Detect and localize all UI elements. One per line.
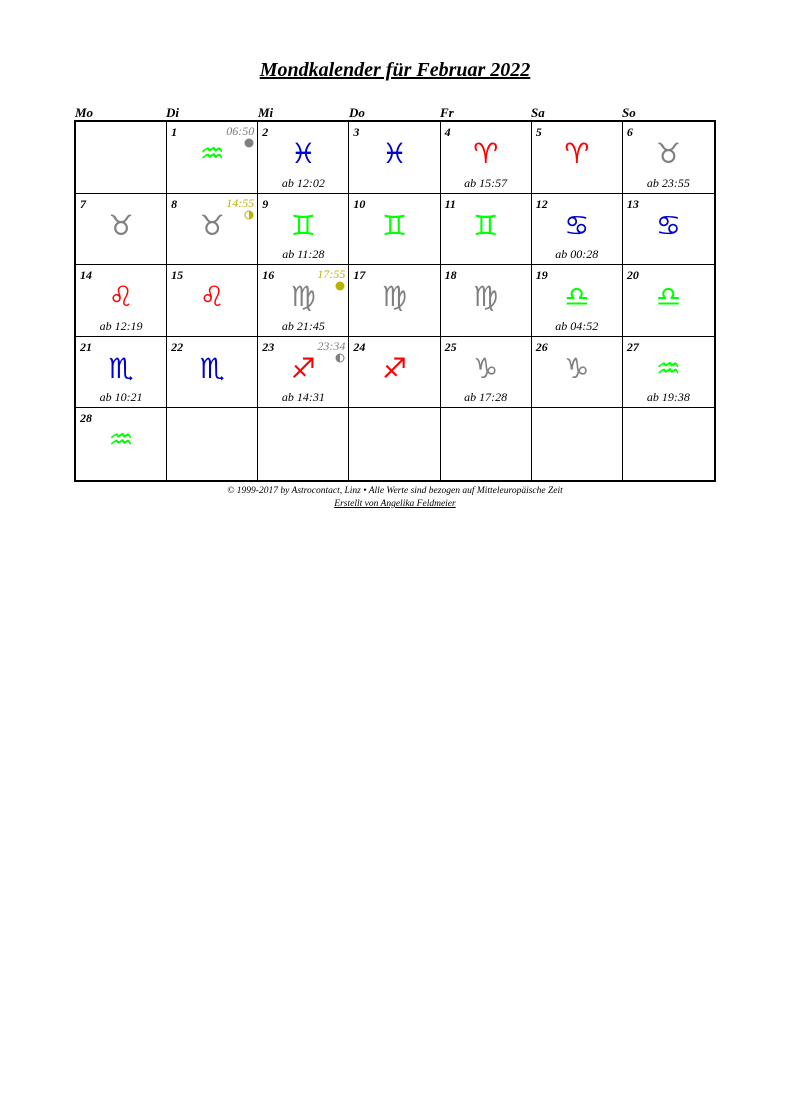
virgo-icon: ♍ xyxy=(381,280,408,314)
day-cell-26 xyxy=(532,337,623,409)
scorpio-icon: ♏ xyxy=(199,351,225,385)
sign-change-time: ab 14:31 xyxy=(281,390,325,405)
virgo-icon: ♍ xyxy=(290,280,316,314)
taurus-icon: ♉ xyxy=(655,137,681,170)
sign-change-time: ab 15:57 xyxy=(464,175,508,190)
day-number: 20 xyxy=(626,268,639,283)
credit-link[interactable]: Erstellt von Angelika Feldmeier xyxy=(334,499,456,509)
day-cell-1 xyxy=(167,122,258,194)
day-number: 16 xyxy=(262,268,275,283)
day-cell-13 xyxy=(623,194,714,266)
moon-phase-time: 06:50 xyxy=(226,124,255,138)
moon-phase-time: 17:55 xyxy=(317,267,346,282)
day-number: 13 xyxy=(626,196,639,211)
day-cell-21 xyxy=(76,337,167,409)
weekday-fr: Fr xyxy=(440,105,454,120)
day-cell-20 xyxy=(623,265,714,337)
day-number: 24 xyxy=(353,339,366,354)
sagittarius-icon: ♐ xyxy=(381,351,408,385)
day-number: 2 xyxy=(262,125,269,139)
sign-change-time: ab 17:28 xyxy=(464,390,508,405)
day-cell-8 xyxy=(167,194,258,266)
day-number: 25 xyxy=(444,339,457,354)
day-number: 7 xyxy=(80,196,86,211)
day-number: 12 xyxy=(535,196,548,211)
aquarius-icon: ♒ xyxy=(108,423,134,457)
aquarius-icon: ♒ xyxy=(199,137,225,170)
day-number: 21 xyxy=(80,339,92,354)
weekday-so: So xyxy=(622,105,636,120)
empty-cell xyxy=(441,408,532,480)
sagittarius-icon: ♐ xyxy=(290,351,316,385)
empty-cell xyxy=(76,122,167,194)
empty-cell xyxy=(167,408,258,480)
pisces-icon: ♓ xyxy=(290,137,316,170)
day-cell-3 xyxy=(349,122,440,194)
cancer-icon: ♋ xyxy=(655,208,681,242)
day-number: 28 xyxy=(80,411,92,426)
sign-change-time: ab 23:55 xyxy=(646,175,690,190)
day-number: 27 xyxy=(626,339,639,354)
day-cell-28 xyxy=(76,408,167,480)
taurus-icon: ♉ xyxy=(108,208,134,242)
weekday-di: Di xyxy=(166,105,179,120)
sign-change-time: ab 21:45 xyxy=(281,318,325,333)
libra-icon: ♎ xyxy=(655,280,681,314)
day-number: 5 xyxy=(535,125,542,139)
capricorn-icon: ♑ xyxy=(473,351,499,385)
empty-cell xyxy=(258,408,349,480)
libra-icon: ♎ xyxy=(564,280,590,314)
weekday-header xyxy=(75,105,715,121)
day-number: 8 xyxy=(171,196,178,211)
day-number: 19 xyxy=(535,268,548,283)
leo-icon: ♌ xyxy=(108,280,134,314)
day-number: 22 xyxy=(171,339,184,354)
day-number: 18 xyxy=(444,268,457,283)
day-number: 10 xyxy=(353,196,366,211)
day-cell-10 xyxy=(349,194,440,266)
day-cell-17 xyxy=(349,265,440,337)
taurus-icon: ♉ xyxy=(199,208,225,242)
empty-cell xyxy=(532,408,623,480)
sign-change-time: ab 19:38 xyxy=(646,390,690,405)
moon-phase-time: 14:55 xyxy=(226,195,255,210)
gemini-icon: ♊ xyxy=(381,208,408,242)
empty-cell xyxy=(349,408,440,480)
day-number: 11 xyxy=(444,196,456,211)
empty-cell xyxy=(623,408,714,480)
day-number: 4 xyxy=(444,125,451,139)
day-cell-22 xyxy=(167,337,258,409)
pisces-icon: ♓ xyxy=(381,137,408,170)
sign-change-time: ab 12:02 xyxy=(281,175,325,190)
sign-change-time: ab 11:28 xyxy=(282,247,325,262)
day-cell-11 xyxy=(441,194,532,266)
day-cell-25 xyxy=(441,337,532,409)
day-cell-16 xyxy=(258,265,349,337)
weekday-sa: Sa xyxy=(531,105,545,120)
day-cell-23 xyxy=(258,337,349,409)
day-cell-18 xyxy=(441,265,532,337)
day-cell-15 xyxy=(167,265,258,337)
capricorn-icon: ♑ xyxy=(564,351,590,385)
day-number: 14 xyxy=(80,268,92,283)
day-cell-19 xyxy=(532,265,623,337)
scorpio-icon: ♏ xyxy=(108,351,134,385)
page-title: Mondkalender für Februar 2022 xyxy=(259,59,531,81)
day-cell-12 xyxy=(532,194,623,266)
weekday-do: Do xyxy=(349,105,365,120)
day-cell-27 xyxy=(623,337,714,409)
moon-phase-time: 23:34 xyxy=(317,338,346,353)
gemini-icon: ♊ xyxy=(290,208,316,242)
aries-icon: ♈ xyxy=(564,137,590,170)
aquarius-icon: ♒ xyxy=(655,351,681,385)
sign-change-time: ab 00:28 xyxy=(555,247,599,262)
day-cell-2 xyxy=(258,122,349,194)
copyright-text: © 1999-2017 by Astrocontact, Linz • Alle Werte sind bezogen auf Mitteleuropäische Zeit xyxy=(227,486,563,496)
virgo-icon: ♍ xyxy=(473,280,499,314)
cancer-icon: ♋ xyxy=(564,208,590,242)
day-cell-6 xyxy=(623,122,714,194)
day-number: 26 xyxy=(535,339,548,354)
leo-icon: ♌ xyxy=(199,280,225,314)
day-cell-4 xyxy=(441,122,532,194)
sign-change-time: ab 10:21 xyxy=(99,390,143,405)
day-cell-7 xyxy=(76,194,167,266)
weekday-mi: Mi xyxy=(258,105,274,120)
sign-change-time: ab 04:52 xyxy=(555,318,599,333)
calendar-grid xyxy=(74,120,716,482)
day-number: 6 xyxy=(626,125,633,139)
day-cell-5 xyxy=(532,122,623,194)
day-cell-24 xyxy=(349,337,440,409)
day-number: 17 xyxy=(353,268,366,283)
day-cell-9 xyxy=(258,194,349,266)
footer xyxy=(0,485,790,511)
sign-change-time: ab 12:19 xyxy=(99,318,143,333)
aries-icon: ♈ xyxy=(473,137,499,170)
gemini-icon: ♊ xyxy=(473,208,499,242)
day-number: 15 xyxy=(171,268,184,283)
day-number: 9 xyxy=(262,196,269,211)
day-number: 23 xyxy=(262,339,275,354)
weekday-mo: Mo xyxy=(75,105,94,120)
day-number: 3 xyxy=(353,125,360,139)
day-cell-14 xyxy=(76,265,167,337)
day-number: 1 xyxy=(171,125,178,139)
